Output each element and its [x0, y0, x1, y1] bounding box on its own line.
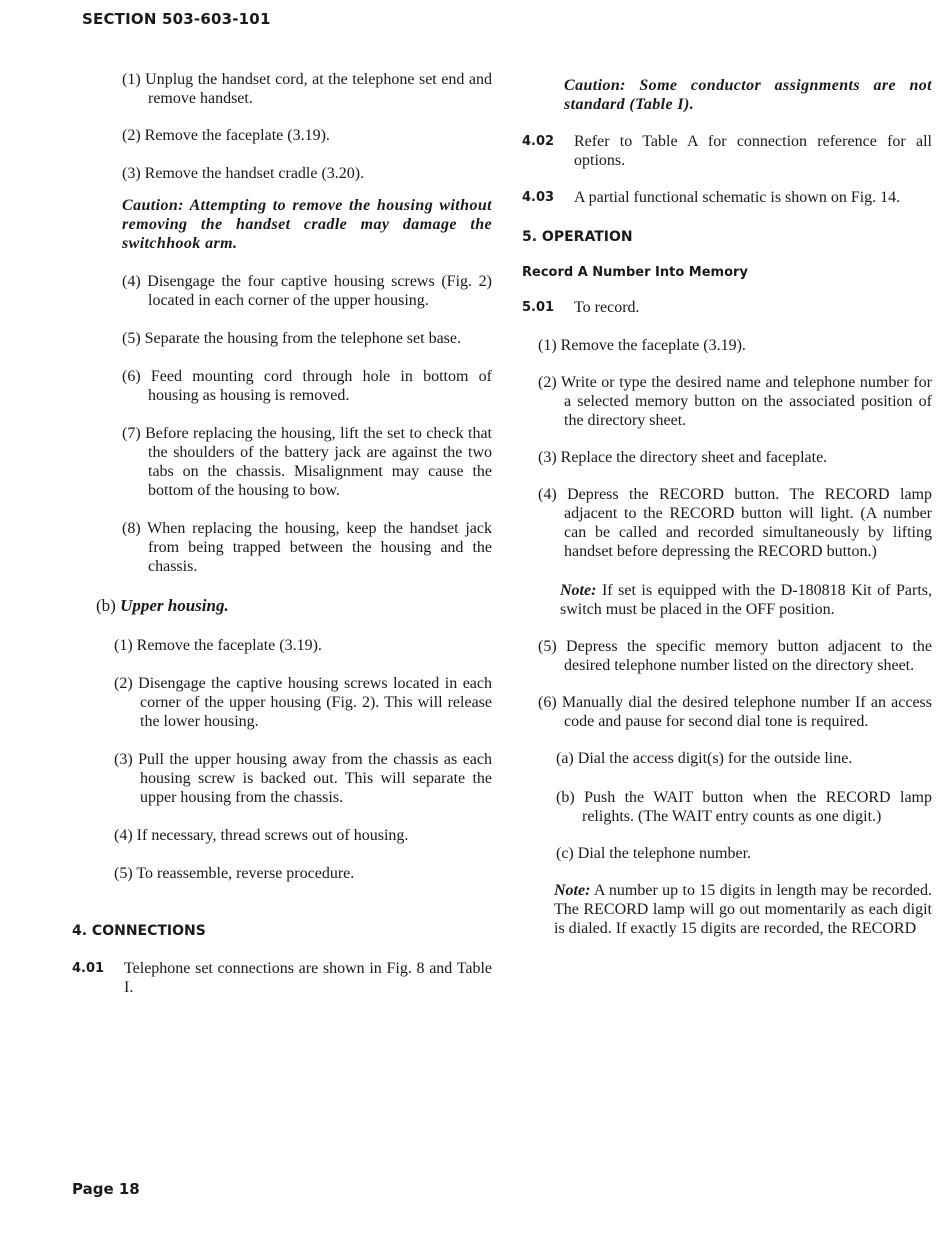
record-step-5: (5) Depress the specific memory button adjacent to the desired telephone number listed on the directory sheet.: [538, 638, 932, 674]
caution-conductor: Caution: Some conductor assignments are not standard (Table I).: [564, 77, 932, 113]
record-step-2: (2) Write or type the desired name and telephone number for a selected memory button on the associated position of the directory sheet.: [538, 374, 932, 429]
page-number: Page 18: [72, 1180, 140, 1198]
note-label: Note:: [554, 882, 591, 899]
paragraph-number: 4.03: [522, 190, 555, 205]
paragraph-4-01: [72, 959, 492, 997]
record-step-3: (3) Replace the directory sheet and faceplate.: [538, 449, 828, 466]
section-4-heading: 4. CONNECTIONS: [72, 923, 206, 939]
record-step-4: (4) Depress the RECORD button. The RECORD lamp adjacent to the RECORD button will light. (A number can be called and recorded simultaneously by lifting handset before depressing the RECORD button.): [538, 486, 932, 560]
note-kit-of-parts: [522, 581, 932, 619]
record-substep-b: (b) Push the WAIT button when the RECORD lamp relights. (The WAIT entry counts as one digit.): [556, 789, 932, 825]
paragraph-5-01: [522, 298, 932, 317]
paragraph-number: 4.01: [72, 961, 105, 976]
note-text: If set is equipped with the D-180818 Kit of Parts, switch must be placed in the OFF position.: [560, 582, 932, 618]
step-5: (5) Separate the housing from the telephone set base.: [122, 330, 461, 347]
paragraph-4-02: [522, 132, 932, 170]
upper-step-3: (3) Pull the upper housing away from the chassis as each housing screw is backed out. This will separate the upper housing from the chassis.: [114, 751, 492, 806]
note-text: A number up to 15 digits in length may be recorded. The RECORD lamp will go out momentarily as each digit is dialed. If exactly 15 digits are recorded, the RECORD: [554, 882, 932, 937]
upper-step-4: (4) If necessary, thread screws out of housing.: [114, 827, 409, 844]
note-fifteen-digits: [522, 881, 932, 938]
upper-step-1: (1) Remove the faceplate (3.19).: [114, 637, 322, 654]
paragraph-text: A partial functional schematic is shown on Fig. 14.: [574, 189, 901, 206]
left-column: [72, 70, 492, 997]
subsection-b-heading: [72, 596, 492, 616]
note-label: Note:: [560, 582, 597, 599]
paragraph-4-03: [522, 188, 932, 207]
step-6: (6) Feed mounting cord through hole in bottom of housing as housing is removed.: [122, 368, 492, 404]
paragraph-text: To record.: [574, 299, 640, 316]
caution-housing: Caution: Attempting to remove the housing without removing the handset cradle may damage the switchhook arm.: [122, 197, 492, 252]
paragraph-number: 5.01: [522, 300, 555, 315]
step-1: (1) Unplug the handset cord, at the telephone set end and remove handset.: [122, 71, 492, 107]
step-7: (7) Before replacing the housing, lift the set to check that the shoulders of the battery jack are against the two tabs on the chassis. Misalignment may cause the bottom of the housing to bow.: [122, 425, 492, 499]
step-2: (2) Remove the faceplate (3.19).: [122, 127, 330, 144]
right-column: [522, 76, 932, 938]
step-4: (4) Disengage the four captive housing screws (Fig. 2) located in each corner of the upper housing.: [122, 273, 492, 309]
record-step-6: (6) Manually dial the desired telephone number If an access code and pause for second dial tone is required.: [538, 694, 932, 730]
record-step-1: (1) Remove the faceplate (3.19).: [538, 337, 746, 354]
record-substep-c: (c) Dial the telephone number.: [556, 845, 752, 862]
paragraph-text: Refer to Table A for connection reference for all options.: [574, 133, 932, 169]
subsection-b-label: (b): [96, 596, 116, 615]
section-5-heading: 5. OPERATION: [522, 229, 633, 245]
paragraph-number: 4.02: [522, 134, 555, 149]
section-header: SECTION 503-603-101: [82, 10, 271, 28]
step-3: (3) Remove the handset cradle (3.20).: [122, 165, 365, 182]
record-substep-a: (a) Dial the access digit(s) for the outside line.: [556, 750, 853, 767]
paragraph-text: Telephone set connections are shown in Fig. 8 and Table I.: [124, 960, 492, 996]
upper-step-2: (2) Disengage the captive housing screws located in each corner of the upper housing (Fig. 2). This will release the lower housing.: [114, 675, 492, 730]
subsection-heading: Record A Number Into Memory: [522, 265, 748, 280]
upper-step-5: (5) To reassemble, reverse procedure.: [114, 865, 355, 882]
subsection-b-title: Upper housing.: [120, 596, 229, 615]
step-8: (8) When replacing the housing, keep the handset jack from being trapped between the housing and the chassis.: [122, 520, 492, 575]
